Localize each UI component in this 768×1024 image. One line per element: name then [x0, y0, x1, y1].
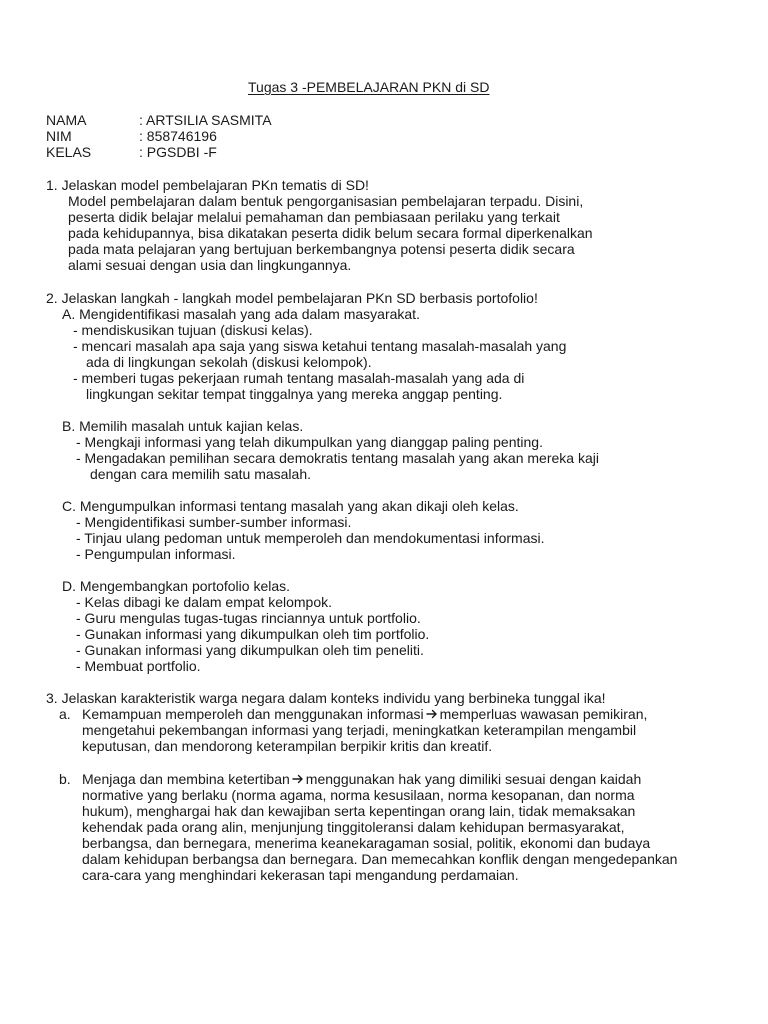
nim-label: NIM: [46, 128, 72, 144]
q3-item-a-line: keputusan, dan mendorong keterampilan berpikir kritis dan kreatif.: [82, 738, 493, 754]
kelas-label: KELAS: [46, 144, 92, 160]
q3-item-a-text-post: memperluas wawasan pemikiran,: [439, 706, 648, 722]
q2-step-a-item: lingkungan sekitar tempat tinggalnya yang mereka anggap penting.: [86, 386, 503, 402]
q2-step-b-item: dengan cara memilih satu masalah.: [90, 466, 312, 482]
q3-item-b-line: normative yang berlaku (norma agama, norma kesusilaan, norma kesopanan, dan norma: [82, 787, 635, 803]
q3-item-b-line: berbangsa, dan bernegara, menerima keanekaragaman sosial, politik, ekonomi dan budaya: [82, 835, 651, 851]
q2-step-b-item: - Mengadakan pemilihan secara demokratis tentang masalah yang akan mereka kaji: [76, 450, 599, 466]
q3-item-b-line: kehendak pada orang alin, menjunjung tinggitoleransi dalam kehidupan bermasyarakat,: [82, 819, 625, 835]
q2-step-a-item: - mendiskusikan tujuan (diskusi kelas).: [73, 322, 313, 338]
q3-item-b-line: hukum), menghargai hak dan kewajiban serta kepentingan orang lain, tidak memaksakan: [82, 803, 636, 819]
q1-answer-line: pada mata pelajaran yang bertujuan berkembangnya potensi peserta didik secara: [68, 241, 575, 257]
question-2: 2. Jelaskan langkah - langkah model pembelajaran PKn SD berbasis portofolio!: [46, 290, 538, 306]
q2-step-c-heading: C. Mengumpulkan informasi tentang masalah yang akan dikaji oleh kelas.: [62, 498, 519, 514]
q1-answer-line: Model pembelajaran dalam bentuk pengorganisasian pembelajaran terpadu. Disini,: [68, 193, 584, 209]
q2-step-c-item: - Tinjau ulang pedoman untuk memperoleh dan mendokumentasi informasi.: [76, 530, 545, 546]
page-title: Tugas 3 -PEMBELAJARAN PKN di SD: [248, 79, 490, 95]
q2-step-b-heading: B. Memilih masalah untuk kajian kelas.: [62, 418, 304, 434]
kelas-value: : PGSDBI -F: [139, 144, 217, 160]
arrow-right-icon: [426, 708, 438, 720]
arrow-right-icon: [292, 773, 304, 785]
q3-item-b-marker: b.: [59, 771, 71, 787]
q2-step-a-heading: A. Mengidentifikasi masalah yang ada dalam masyarakat.: [62, 306, 420, 322]
q2-step-c-item: - Mengidentifikasi sumber-sumber informasi.: [76, 514, 352, 530]
q3-item-a-first-line: [82, 706, 647, 722]
q2-step-d-item: - Gunakan informasi yang dikumpulkan oleh tim portfolio.: [76, 626, 430, 642]
question-3: 3. Jelaskan karakteristik warga negara dalam konteks individu yang berbineka tunggal ika!: [46, 690, 606, 706]
q1-answer-line: peserta didik belajar melalui pemahaman dan pembiasaan perilaku yang terkait: [68, 209, 560, 225]
q3-item-a-line: mengetahui pekembangan informasi yang terjadi, meningkatkan keterampilan mengambil: [82, 722, 637, 738]
q2-step-b-item: - Mengkaji informasi yang telah dikumpulkan yang dianggap paling penting.: [76, 434, 543, 450]
q1-answer-line: pada kehidupannya, bisa dikatakan peserta didik belum secara formal diperkenalkan: [68, 225, 593, 241]
question-1: 1. Jelaskan model pembelajaran PKn tematis di SD!: [46, 177, 369, 193]
q2-step-c-item: - Pengumpulan informasi.: [76, 546, 236, 562]
q2-step-d-item: - Kelas dibagi ke dalam empat kelompok.: [76, 594, 333, 610]
q2-step-d-item: - Guru mengulas tugas-tugas rinciannya untuk portfolio.: [76, 610, 421, 626]
q3-item-b-line: dalam kehidupan berbangsa dan bernegara. Dan memecahkan konflik dengan mengedepankan: [82, 851, 678, 867]
q3-item-b-text-pre: Menjaga dan membina ketertiban: [82, 771, 290, 787]
q2-step-a-item: - mencari masalah apa saja yang siswa ketahui tentang masalah-masalah yang: [73, 338, 567, 354]
q2-step-d-item: - Gunakan informasi yang dikumpulkan oleh tim peneliti.: [76, 642, 424, 658]
nama-value: : ARTSILIA SASMITA: [139, 112, 272, 128]
q2-step-d-item: - Membuat portfolio.: [76, 658, 201, 674]
q3-item-b-first-line: [82, 771, 641, 787]
nama-label: NAMA: [46, 112, 87, 128]
q2-step-d-heading: D. Mengembangkan portofolio kelas.: [62, 578, 291, 594]
q3-item-a-text-pre: Kemampuan memperoleh dan menggunakan informasi: [82, 706, 424, 722]
q2-step-a-item: - memberi tugas pekerjaan rumah tentang masalah-masalah yang ada di: [73, 370, 525, 386]
q3-item-a-marker: a.: [59, 706, 71, 722]
nim-value: : 858746196: [139, 128, 217, 144]
q3-item-b-line: cara-cara yang menghindari kekerasan tapi mengandung perdamaian.: [82, 867, 519, 883]
q1-answer-line: alami sesuai dengan usia dan lingkungannya.: [68, 257, 352, 273]
q3-item-b-text-post: menggunakan hak yang dimiliki sesuai dengan kaidah: [305, 771, 642, 787]
q2-step-a-item: ada di lingkungan sekolah (diskusi kelompok).: [86, 354, 372, 370]
